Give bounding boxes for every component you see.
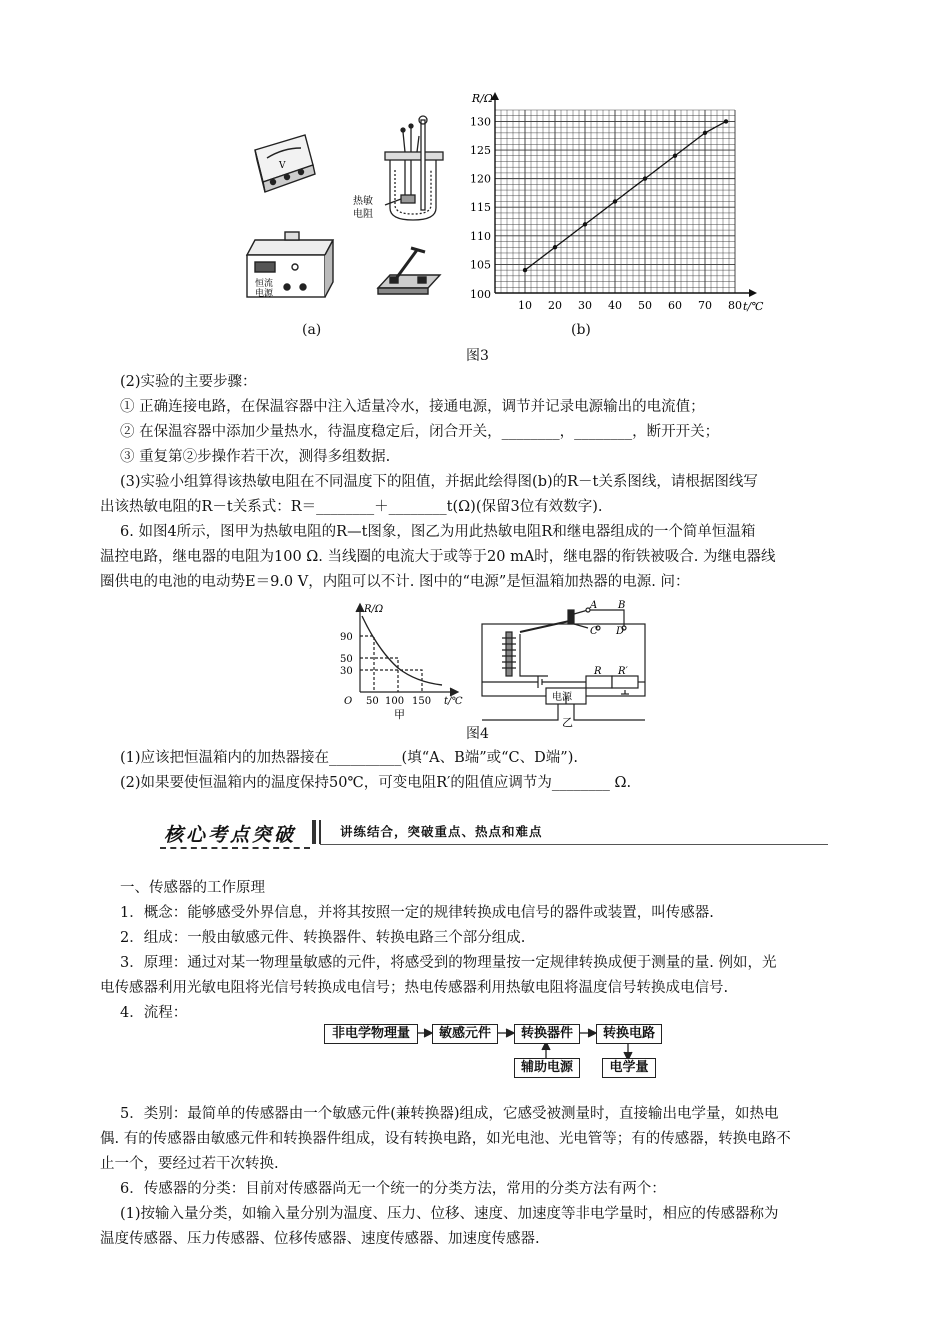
data-point: [523, 268, 527, 272]
data-point: [724, 119, 728, 123]
banner-subtitle: 讲练结合，突破重点、热点和难点: [340, 824, 543, 839]
data-point: [673, 154, 677, 158]
jia-ylabel: R/Ω: [364, 604, 384, 615]
figure3-caption-b: (b): [571, 322, 591, 338]
switch-drawing: [378, 248, 440, 294]
section1-p1: 1．概念：能够感受外界信息，并将其按照一定的规律转换成电信号的器件或装置，叫传感器.: [120, 905, 714, 921]
x-tick-label: 60: [668, 299, 682, 312]
figure3-caption: 图3: [466, 348, 489, 364]
yi-label-A: A: [590, 600, 598, 611]
section1-p5-line2: 偶. 有的传感器由敏感元件和转换器件组成，设有转换电路，如光电池、光电管等；有的传感器，转换电路不: [100, 1131, 791, 1147]
banner-divider-bar: [312, 820, 316, 844]
q5-step1: ① 正确连接电路，在保温容器中注入适量冷水，接通电源，调节并记录电源输出的电流值；: [120, 399, 705, 415]
x-tick-label: 80: [728, 299, 742, 312]
origin-label: 100: [470, 288, 491, 301]
q5-part3-line2: 出该热敏电阻的R－t关系式：R＝________＋________t(Ω)(保留3位有效数字).: [100, 499, 603, 515]
x-tick-label: 70: [698, 299, 712, 312]
q5-part3-line1: (3)实验小组算得该热敏电阻在不同温度下的阻值，并据此绘得图(b)的R－t关系图线，请根据图线写: [120, 474, 758, 490]
q5-step2: ② 在保温容器中添加少量热水，待温度稳定后，闭合开关，________，________，断开开关；: [120, 424, 720, 440]
x-axis-arrow: [749, 289, 757, 297]
jia-ytick-50: 50: [340, 654, 353, 665]
jia-xtick-150: 150: [412, 696, 432, 707]
section1-p2: 2．组成：一般由敏感元件、转换器件、转换电路三个部分组成.: [120, 930, 526, 946]
data-point: [703, 131, 707, 135]
banner-rule: [320, 844, 828, 845]
flow-box-converter: 转换器件: [514, 1024, 580, 1044]
section-banner: [160, 818, 830, 852]
thermistor-label-1: 热敏: [353, 196, 373, 207]
y-axis-label: R/Ω: [471, 92, 493, 105]
flow-box-circuit: 转换电路: [596, 1024, 662, 1044]
section1-p6a-line2: 温度传感器、压力传感器、位移传感器、速度传感器、加速度传感器.: [100, 1231, 540, 1247]
data-point: [613, 199, 617, 203]
yi-label-R: R: [594, 666, 602, 677]
q5-step-title: (2)实验的主要步骤：: [120, 374, 257, 390]
flow-box-sensitive: 敏感元件: [432, 1024, 498, 1044]
data-point: [583, 222, 587, 226]
y-tick-label: 120: [470, 172, 491, 186]
jia-ytick-30: 30: [340, 666, 353, 677]
flow-box-electric: 电学量: [602, 1058, 656, 1078]
section1-p5-line3: 止一个，要经过若干次转换.: [100, 1156, 279, 1172]
thermistor-label-2: 电阻: [353, 209, 373, 220]
x-tick-label: 40: [608, 299, 622, 312]
supply-label-1: 恒流: [255, 279, 274, 289]
q6-sub1: (1)应该把恒温箱内的加热器接在__________(填“A、B端”或“C、D端”).: [120, 750, 578, 766]
section1-p3-line1: 3．原理：通过对某一物理量敏感的元件，将感受到的物理量按一定规律转换成便于测量的量. 例如，光: [120, 955, 777, 971]
jia-name: 甲: [394, 708, 405, 720]
yi-label-Rprime: R′: [618, 666, 628, 677]
x-tick-label: 50: [638, 299, 652, 312]
supply-label-2: 电源: [255, 289, 274, 299]
yi-name: 乙: [562, 716, 573, 728]
jia-xtick-100: 100: [385, 696, 405, 707]
flow-box-aux-power: 辅助电源: [514, 1058, 580, 1078]
yi-label-B: B: [618, 600, 626, 611]
voltmeter-label: V: [279, 161, 286, 171]
y-tick-label: 105: [470, 258, 491, 272]
q5-step3: ③ 重复第②步操作若干次，测得多组数据.: [120, 449, 391, 465]
section1-heading: 一、传感器的工作原理: [120, 880, 265, 896]
figure3-apparatus: [235, 110, 460, 310]
section1-p6a-line1: (1)按输入量分类，如输入量分别为温度、压力、位移、速度、加速度等非电学量时，相应的传感器称为: [120, 1206, 779, 1222]
jia-ytick-90: 90: [340, 632, 353, 643]
y-tick-label: 125: [470, 144, 491, 158]
data-point: [643, 176, 647, 180]
q6-line1: 6. 如图4所示，图甲为热敏电阻的R—t图象，图乙为用此热敏电阻R和继电器组成的一个简单恒温箱: [120, 524, 756, 540]
flow-box-nonelectric: 非电学物理量: [324, 1024, 418, 1044]
y-tick-label: 130: [470, 115, 491, 129]
section1-p3-line2: 电传感器利用光敏电阻将光信号转换成电信号；热电传感器利用热敏电阻将温度信号转换成电信号.: [100, 980, 729, 996]
yi-label-C: C: [590, 626, 598, 637]
q6-line3: 圈供电的电池的电动势E＝9.0 V，内阻可以不计. 图中的“电源”是恒温箱加热器的电源. 问：: [100, 574, 690, 590]
jia-xtick-50: 50: [366, 696, 379, 707]
x-tick-label: 30: [578, 299, 592, 312]
figure3-caption-a: (a): [302, 322, 322, 338]
yi-label-D: D: [616, 626, 625, 637]
jia-xlabel: t/℃: [444, 696, 463, 707]
section1-p4: 4．流程：: [120, 1005, 188, 1021]
q6-sub2: (2)如果要使恒温箱内的温度保持50℃，可变电阻R′的阻值应调节为________ Ω.: [120, 775, 632, 791]
figure3-rt-chart: [460, 88, 770, 318]
figure4-caption: 图4: [466, 726, 489, 742]
section1-p6: 6．传感器的分类：目前对传感器尚无一个统一的分类方法，常用的分类方法有两个：: [120, 1181, 666, 1197]
x-axis-label: t/℃: [743, 300, 764, 313]
y-tick-label: 115: [470, 201, 491, 215]
x-tick-label: 10: [518, 299, 532, 312]
banner-title: 核心考点突破: [164, 824, 297, 846]
section1-p5-line1: 5．类别：最简单的传感器由一个敏感元件(兼转换器)组成，它感受被测量时，直接输出电学量，如热电: [120, 1106, 779, 1122]
x-tick-label: 20: [548, 299, 562, 312]
figure4-yi-circuit: [478, 598, 653, 728]
figure4-jia-graph: [338, 600, 468, 720]
q6-line2: 温控电路，继电器的电阻为100 Ω. 当线圈的电流大于或等于20 mA时，继电器的衔铁被吸合. 为继电器线: [100, 549, 776, 565]
y-tick-label: 110: [470, 229, 491, 243]
jia-origin: O: [344, 696, 353, 707]
banner-divider-bar-2: [319, 820, 321, 844]
banner-title-dashes: [160, 847, 310, 849]
yi-power-label: 电源: [552, 692, 572, 703]
data-point: [553, 245, 557, 249]
beaker-drawing: [385, 116, 443, 220]
